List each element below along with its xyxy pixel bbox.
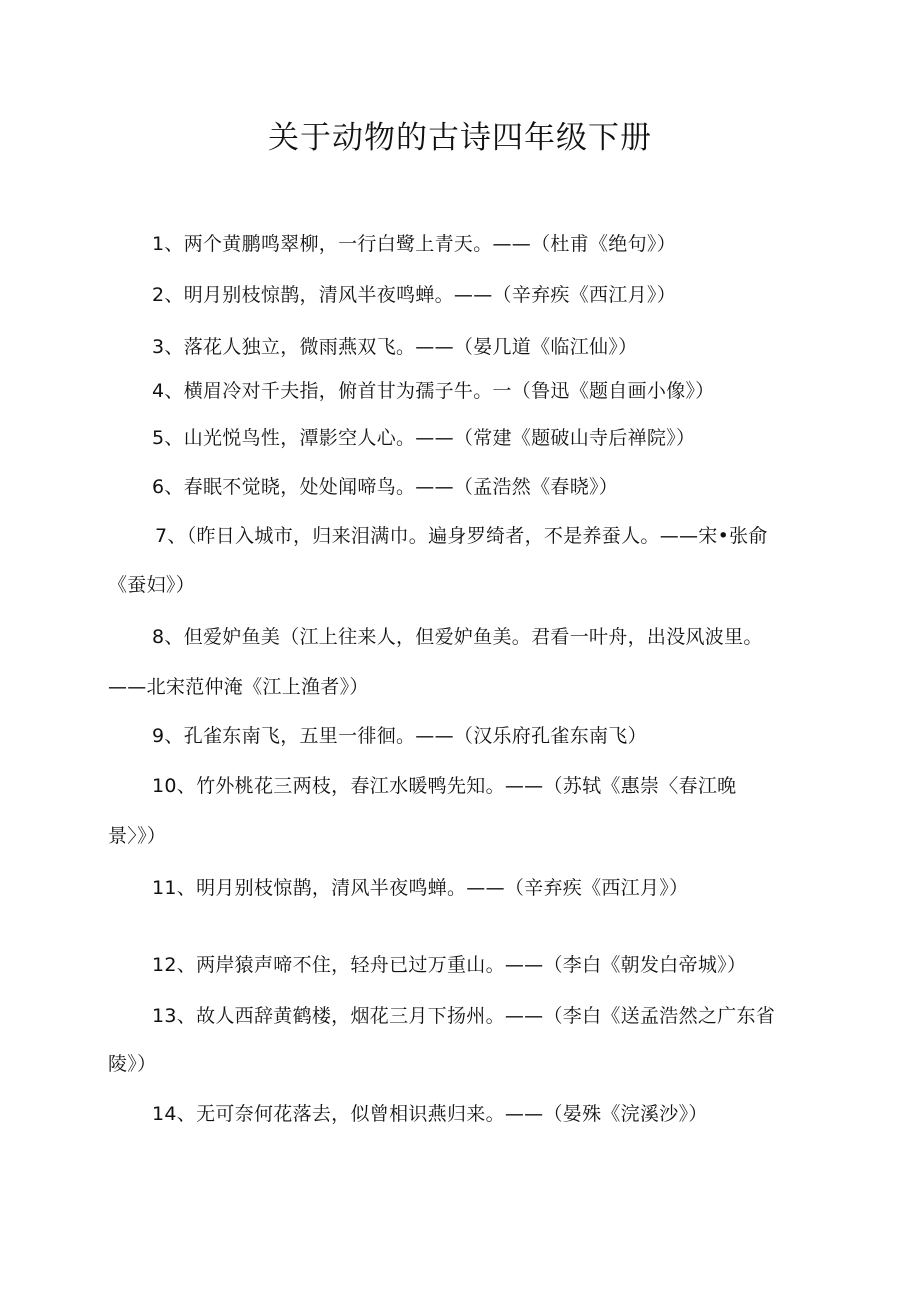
poem-7-line-2: 《蚕妇》） xyxy=(108,574,196,596)
page-title: 关于动物的古诗四年级下册 xyxy=(268,120,652,156)
poem-9: 9、孔雀东南飞，五里一徘徊。——（汉乐府孔雀东南飞） xyxy=(152,725,647,747)
poem-8-line-2: ——北宋范仲淹《江上渔者》） xyxy=(108,676,369,698)
poem-14: 14、无可奈何花落去，似曾相识燕归来。——（晏殊《浣溪沙》） xyxy=(152,1103,708,1125)
poem-10-line-1: 10、竹外桃花三两枝，春江水暖鸭先知。——（苏轼《惠崇〈春江晚 xyxy=(152,775,737,797)
poem-10-line-2: 景〉》） xyxy=(108,825,167,847)
poem-2: 2、明月别枝惊鹊，清风半夜鸣蝉。——（辛弃疾《西江月》） xyxy=(152,284,676,306)
poem-11: 11、明月别枝惊鹊，清风半夜鸣蝉。——（辛弃疾《西江月》） xyxy=(152,877,689,899)
poem-6: 6、春眠不觉晓，处处闻啼鸟。——（孟浩然《春晓》） xyxy=(152,476,619,498)
poem-13-line-1: 13、故人西辞黄鹤楼，烟花三月下扬州。——（李白《送孟浩然之广东省 xyxy=(152,1005,776,1027)
poem-4: 4、横眉冷对千夫指，俯首甘为孺子牛。一（鲁迅《题自画小像》） xyxy=(152,380,715,402)
poem-7-line-1: 7、（昨日入城市，归来泪满巾。遍身罗绮者，不是养蚕人。——宋•张俞 xyxy=(155,525,768,547)
poem-8-line-1: 8、但爱妒鱼美（江上往来人，但爱妒鱼美。君看一叶舟，出没风波里。 xyxy=(152,626,763,648)
poem-5: 5、山光悦鸟性，潭影空人心。——（常建《题破山寺后禅院》） xyxy=(152,427,696,449)
poem-1: 1、两个黄鹏鸣翠柳，一行白鹭上青天。——（杜甫《绝句》） xyxy=(152,233,676,255)
poem-13-line-2: 陵》） xyxy=(108,1053,157,1075)
poem-3: 3、落花人独立，微雨燕双飞。——（晏几道《临江仙》） xyxy=(152,336,638,358)
poem-12: 12、两岸猿声啼不住，轻舟已过万重山。——（李白《朝发白帝城》） xyxy=(152,954,747,976)
